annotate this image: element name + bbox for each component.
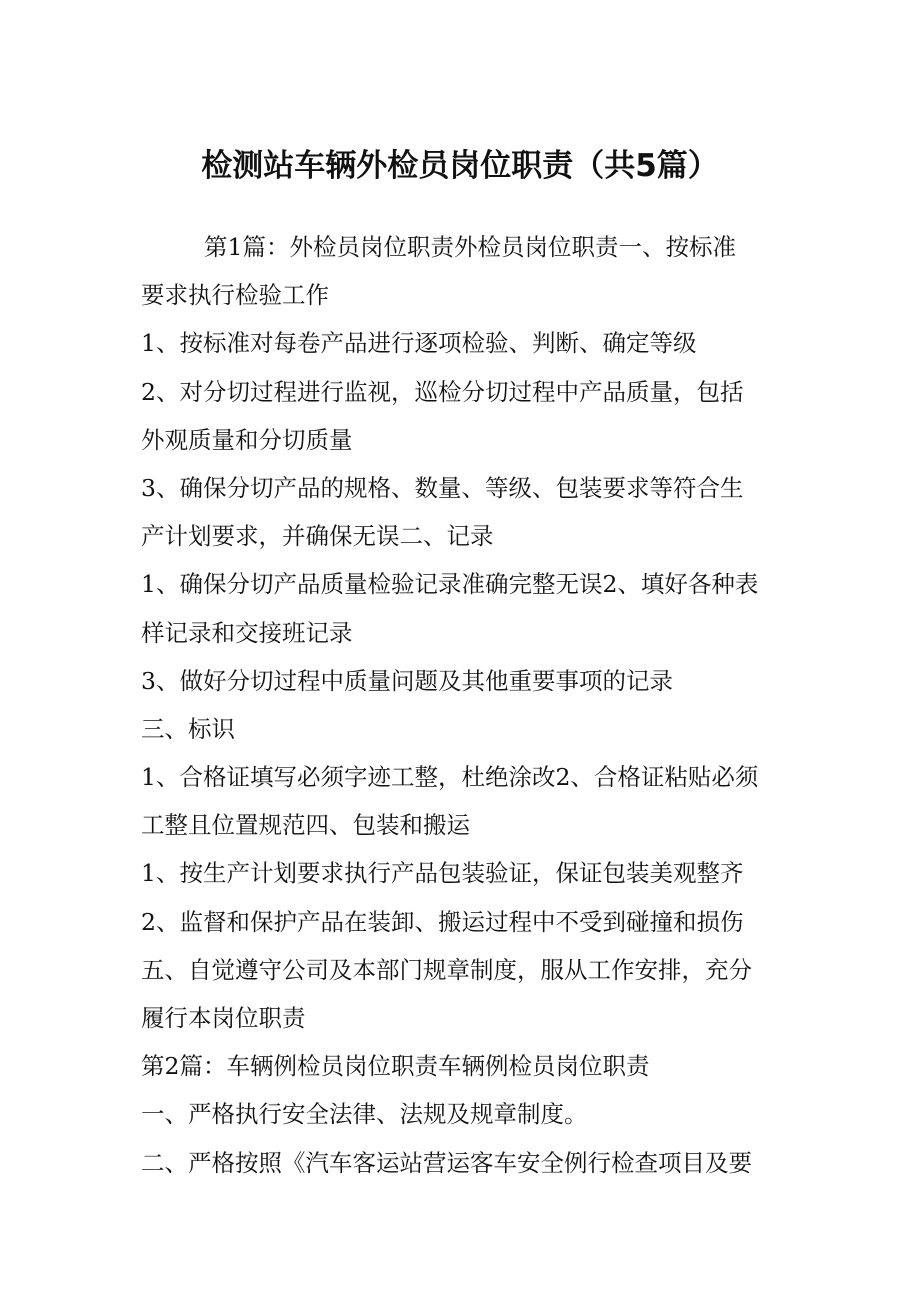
- text-line: 1、按标准对每卷产品进行逐项检验、判断、确定等级: [141, 329, 697, 358]
- text-line: 3、确保分切产品的规格、数量、等级、包装要求等符合生: [141, 473, 744, 502]
- text-line: 第2篇：车辆例检员岗位职责车辆例检员岗位职责: [141, 1052, 650, 1081]
- text-line: 五、自觉遵守公司及本部门规章制度，服从工作安排，充分: [141, 955, 752, 984]
- text-line: 二、严格按照《汽车客运站营运客车安全例行检查项目及要: [141, 1148, 752, 1177]
- text-line: 履行本岗位职责: [141, 1004, 306, 1032]
- text-line: 2、对分切过程进行监视，巡检分切过程中产品质量，包括: [141, 377, 744, 406]
- text-line: 3、做好分切过程中质量问题及其他重要事项的记录: [141, 666, 673, 695]
- text-line: 要求执行检验工作: [141, 281, 329, 310]
- text-line: 第1篇：外检员岗位职责外检员岗位职责一、按标准: [204, 233, 736, 261]
- text-line: 2、监督和保护产品在装卸、搬运过程中不受到碰撞和损伤: [141, 907, 744, 936]
- text-line: 1、合格证填写必须字迹工整，杜绝涂改2、合格证粘贴必须: [141, 763, 759, 792]
- text-line: 外观质量和分切质量: [141, 425, 353, 454]
- text-line: 样记录和交接班记录: [141, 618, 353, 647]
- text-line: 工整且位置规范四、包装和搬运: [141, 811, 470, 840]
- document-body: [141, 223, 791, 1187]
- text-line: 一、严格执行安全法律、法规及规章制度。: [141, 1100, 588, 1129]
- document-title: 检测站车辆外检员岗位职责（共5篇）: [201, 148, 719, 184]
- text-line: 三、标识: [141, 714, 235, 743]
- text-line: 1、确保分切产品质量检验记录准确完整无误2、填好各种表: [141, 570, 759, 599]
- text-line: 1、按生产计划要求执行产品包装验证，保证包装美观整齐: [141, 859, 744, 888]
- text-line: 产计划要求，并确保无误二、记录: [141, 522, 494, 551]
